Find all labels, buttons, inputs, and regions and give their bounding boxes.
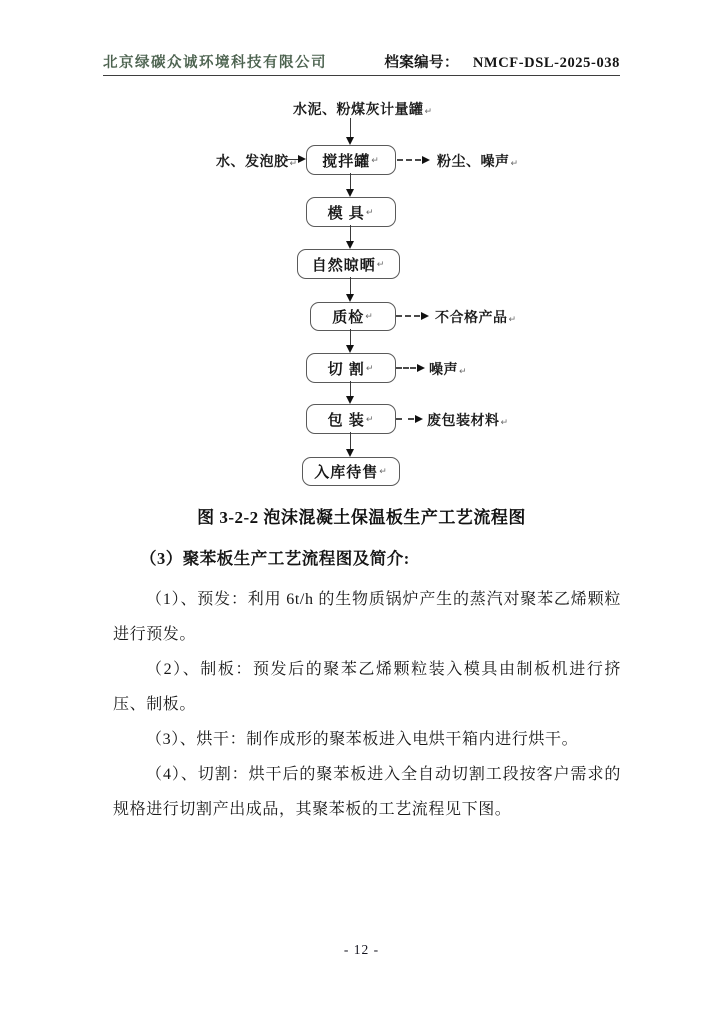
- down-arrow-icon: [350, 432, 351, 449]
- down-arrow-icon: [350, 277, 351, 294]
- page-number: - 12 -: [343, 942, 380, 957]
- dashed-arrow-icon: [396, 315, 420, 317]
- body-paragraph: （4）、切割：烘干后的聚苯板进入全自动切割工段按客户需求的规格进行切割产出成品，其聚苯板的工艺流程见下图。: [113, 766, 621, 818]
- flow-output-label: 粉尘、噪声↵: [437, 153, 519, 169]
- return-mark-icon: ↵: [500, 417, 509, 427]
- flow-node-packaging: 包 装 ↵: [306, 404, 396, 434]
- return-mark-icon: ↵: [289, 158, 298, 168]
- section-heading: （3）聚苯板生产工艺流程图及简介:: [140, 549, 410, 568]
- down-arrow-icon: [350, 118, 351, 137]
- flow-node-mold: 模 具 ↵: [306, 197, 396, 227]
- down-arrow-icon: [350, 381, 351, 396]
- file-number-label: 档案编号：: [384, 55, 459, 71]
- flow-input-top-label: 水泥、粉煤灰计量罐↵: [293, 101, 433, 117]
- body-paragraph: （2）、制板：预发后的聚苯乙烯颗粒装入模具由制板机进行挤压、制板。: [113, 661, 621, 713]
- return-mark-icon: ↵: [365, 311, 374, 321]
- down-arrow-icon: [350, 173, 351, 189]
- return-mark-icon: ↵: [371, 154, 380, 165]
- body-paragraph: （1）、预发：利用 6t/h 的生物质锅炉产生的蒸汽对聚苯乙烯颗粒进行预发。: [113, 591, 621, 643]
- dashed-arrow-icon: [396, 418, 414, 420]
- company-name: 北京绿碳众诚环境科技有限公司: [103, 55, 327, 71]
- flow-node-cutting: 切 割 ↵: [306, 353, 396, 383]
- flow-node-mixing-tank: 搅拌罐 ↵: [306, 145, 396, 175]
- return-mark-icon: ↵: [376, 258, 386, 269]
- flow-node-natural-drying: 自然晾晒 ↵: [297, 249, 400, 279]
- figure-caption: 图 3-2-2 泡沫混凝土保温板生产工艺流程图: [197, 508, 526, 527]
- body-paragraph: （3）、烘干：制作成形的聚苯板进入电烘干箱内进行烘干。: [146, 731, 579, 748]
- flow-output-label: 不合格产品↵: [435, 309, 517, 325]
- return-mark-icon: ↵: [424, 106, 433, 116]
- flow-input-left-label: 水、发泡胶↵: [216, 153, 298, 169]
- return-mark-icon: ↵: [510, 158, 519, 168]
- flow-output-label: 废包装材料↵: [427, 412, 509, 428]
- file-number-value: NMCF-DSL-2025-038: [472, 55, 620, 71]
- down-arrow-icon: [350, 329, 351, 345]
- flow-output-label: 噪声↵: [429, 361, 468, 377]
- return-mark-icon: ↵: [508, 314, 517, 324]
- return-mark-icon: ↵: [365, 362, 375, 373]
- flow-node-warehouse: 入库待售 ↵: [302, 457, 400, 486]
- dashed-arrow-icon: [397, 159, 421, 161]
- right-arrow-icon: [287, 159, 298, 160]
- body-text: [113, 541, 621, 827]
- dashed-arrow-icon: [396, 367, 416, 369]
- return-mark-icon: ↵: [365, 413, 375, 424]
- return-mark-icon: ↵: [379, 466, 388, 476]
- down-arrow-icon: [350, 225, 351, 241]
- return-mark-icon: ↵: [459, 366, 468, 376]
- return-mark-icon: ↵: [365, 206, 375, 217]
- flow-node-quality-check: 质检 ↵: [310, 302, 396, 331]
